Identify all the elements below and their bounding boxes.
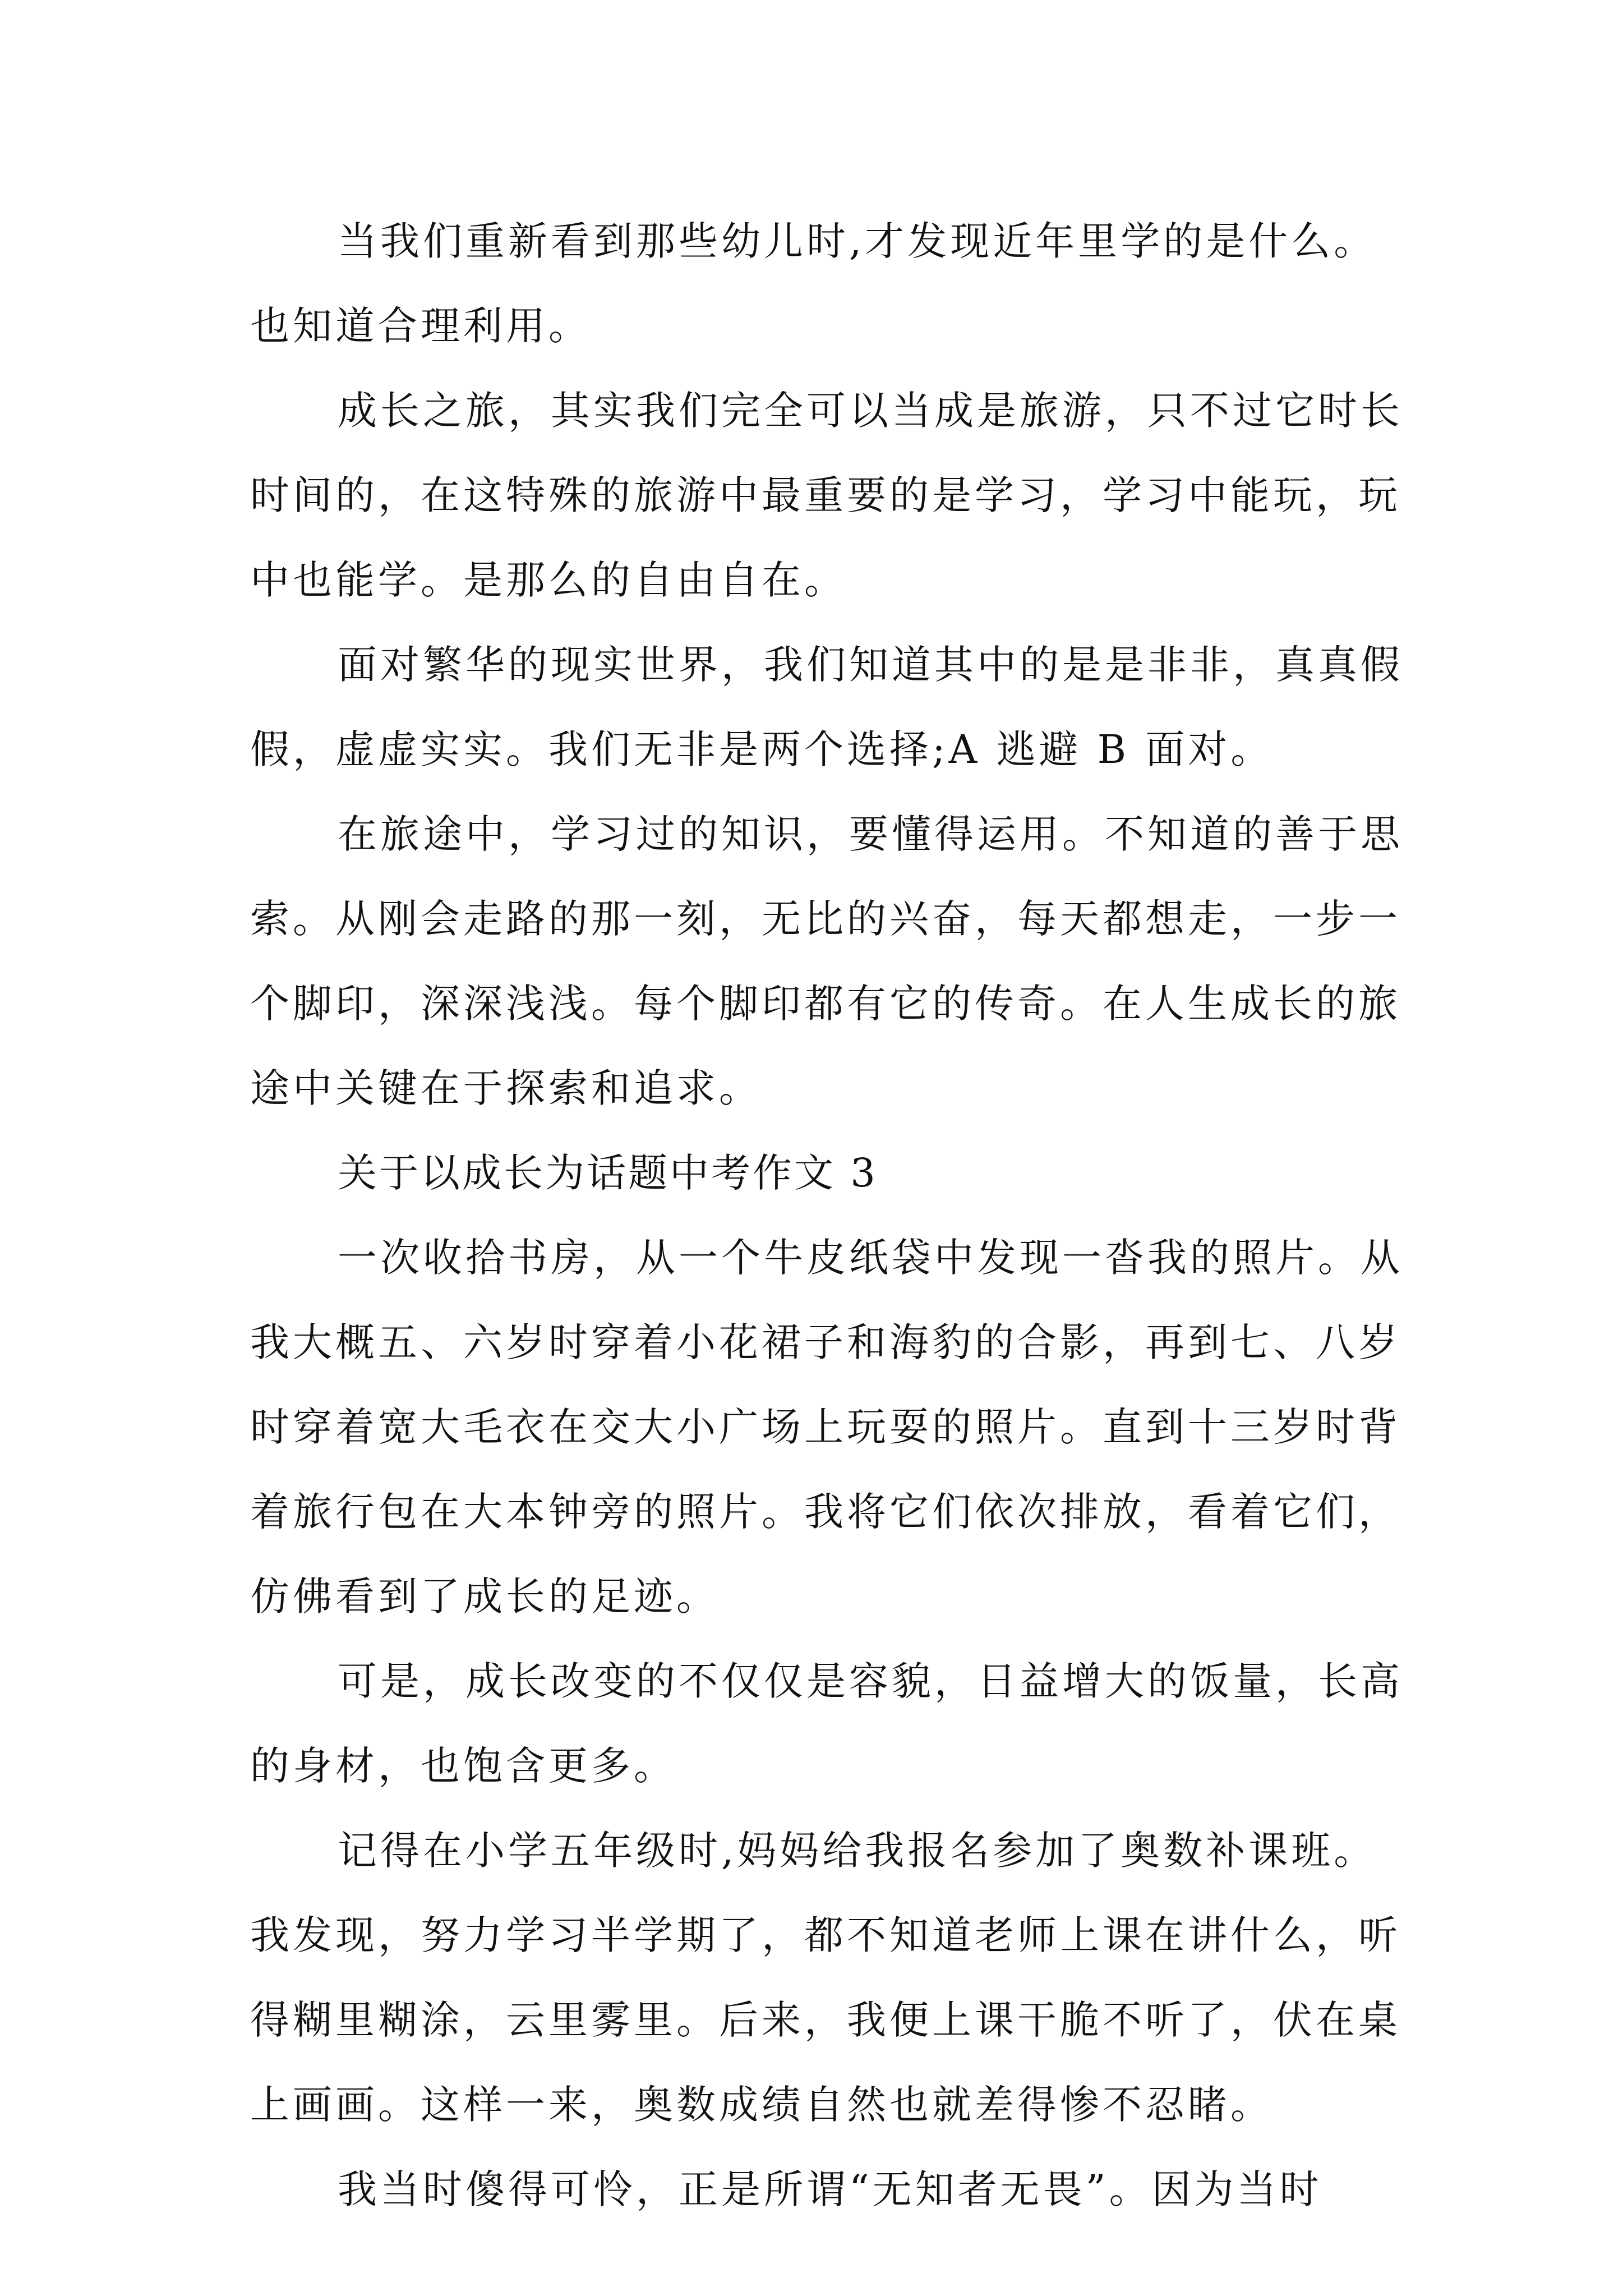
paragraph-8: 记得在小学五年级时,妈妈给我报名参加了奥数补课班。我发现，努力学习半学期了，都不知道老师上课在讲什么，听得糊里糊涂，云里雾里。后来，我便上课干脆不听了，伏在桌上画画。这样一来，奥数成绩自然也就差得惨不忍睹。 [250, 1828, 1401, 2128]
paragraph-9: 我当时傻得可怜，正是所谓“无知者无畏”。因为当时 [338, 2166, 1322, 2212]
paragraph-1: 当我们重新看到那些幼儿时,才发现近年里学的是什么。也知道合理利用。 [250, 218, 1377, 349]
paragraph-7: 可是，成长改变的不仅仅是容貌，日益增大的饭量，长高的身材，也饱含更多。 [250, 1658, 1403, 1789]
paragraph-4: 在旅途中，学习过的知识，要懂得运用。不知道的善于思索。从刚会走路的那一刻，无比的兴奋，每天都想走，一步一个脚印，深深浅浅。每个脚印都有它的传奇。在人生成长的旅途中关键在于探索和追求。 [250, 811, 1403, 1111]
essay-body [250, 199, 1417, 2232]
paragraph-6: 一次收拾书房，从一个牛皮纸袋中发现一沓我的照片。从我大概五、六岁时穿着小花裙子和海豹的合影，再到七、八岁时穿着宽大毛衣在交大小广场上玩耍的照片。直到十三岁时背着旅行包在大本钟旁的照片。我将它们依次排放，看着它们，仿佛看到了成长的足迹。 [250, 1235, 1403, 1619]
paragraph-3: 面对繁华的现实世界，我们知道其中的是是非非，真真假假，虚虚实实。我们无非是两个选择;A 逃避 B 面对。 [250, 642, 1403, 772]
paragraph-2: 成长之旅，其实我们完全可以当成是旅游，只不过它时长时间的，在这特殊的旅游中最重要的是学习，学习中能玩，玩中也能学。是那么的自由自在。 [250, 388, 1403, 603]
essay-title-3: 关于以成长为话题中考作文 3 [338, 1150, 878, 1196]
